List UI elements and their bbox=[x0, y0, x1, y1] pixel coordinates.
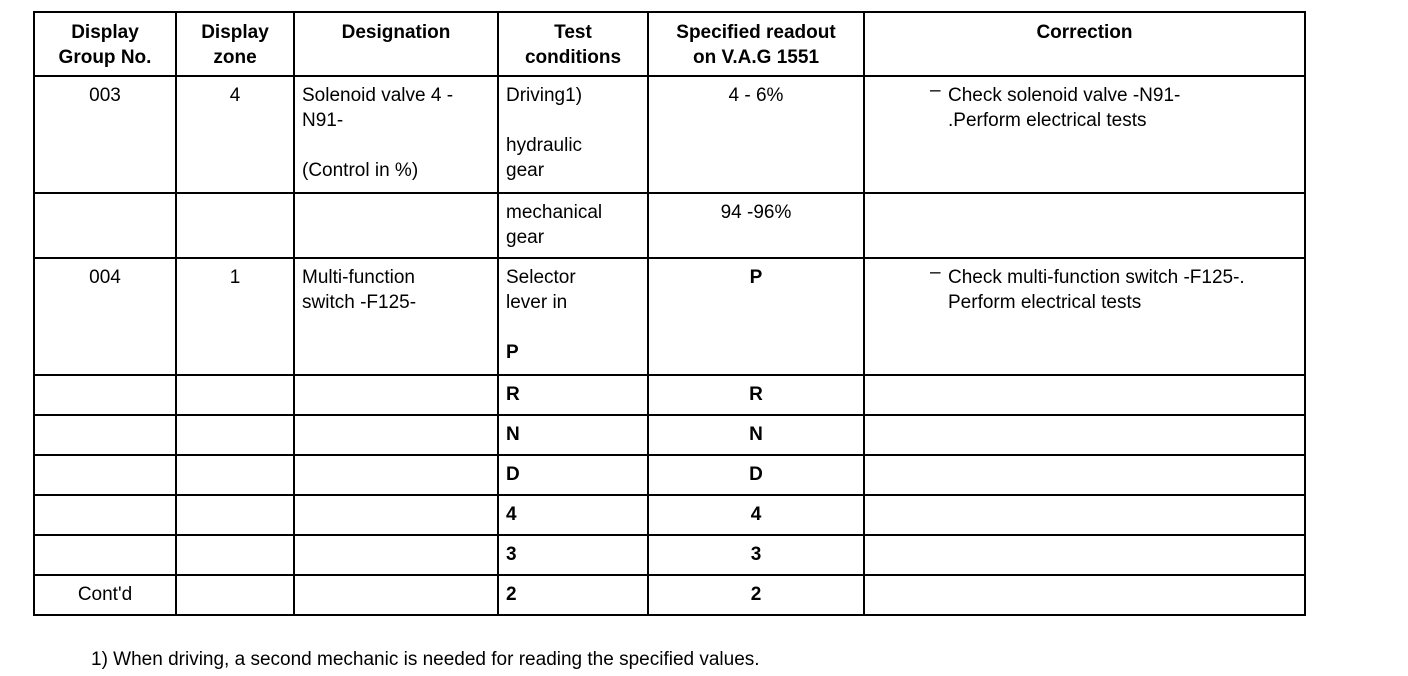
cell-group bbox=[34, 495, 176, 535]
cell-zone bbox=[176, 575, 294, 615]
cell-group bbox=[34, 415, 176, 455]
cell-zone bbox=[176, 193, 294, 258]
table-row-004 bbox=[34, 258, 1305, 375]
table-row-003-mechanical bbox=[34, 193, 1305, 258]
cell-test-conditions bbox=[498, 76, 648, 193]
cell-readout: R bbox=[648, 375, 864, 415]
correction-line: Check solenoid valve -N91- bbox=[948, 85, 1181, 106]
header-group bbox=[34, 12, 176, 76]
cell-designation bbox=[294, 455, 498, 495]
header-test-conditions bbox=[498, 12, 648, 76]
footnote: 1) When driving, a second mechanic is needed for reading the specified values. bbox=[91, 649, 760, 670]
test-line: Selector bbox=[506, 267, 576, 288]
designation-line: Multi-function bbox=[302, 267, 415, 288]
cell-designation bbox=[294, 76, 498, 193]
cell-zone bbox=[176, 375, 294, 415]
table-row-position bbox=[34, 535, 1305, 575]
test-line: Driving1) bbox=[506, 85, 583, 106]
cell-correction bbox=[864, 535, 1305, 575]
correction-line: Perform electrical tests bbox=[948, 292, 1142, 313]
cell-designation bbox=[294, 575, 498, 615]
test-line: lever in bbox=[506, 292, 568, 313]
cell-test-conditions bbox=[498, 193, 648, 258]
display-group-table bbox=[33, 11, 1306, 616]
correction-line: Check multi-function switch -F125-. bbox=[948, 267, 1245, 288]
cell-designation bbox=[294, 415, 498, 455]
cell-test-conditions: D bbox=[498, 455, 648, 495]
header-zone-line2: zone bbox=[213, 47, 257, 68]
cell-designation bbox=[294, 375, 498, 415]
header-row bbox=[34, 12, 1305, 76]
cell-zone: 1 bbox=[176, 258, 294, 375]
cell-zone bbox=[176, 535, 294, 575]
cell-test-conditions: R bbox=[498, 375, 648, 415]
cell-correction-split bbox=[864, 193, 1305, 258]
cell-designation bbox=[294, 258, 498, 375]
dash-bullet: – bbox=[930, 262, 941, 283]
cell-readout: 3 bbox=[648, 535, 864, 575]
cell-readout: N bbox=[648, 415, 864, 455]
cell-designation bbox=[294, 495, 498, 535]
cell-group bbox=[34, 375, 176, 415]
header-group-line2: Group No. bbox=[58, 47, 152, 68]
header-correction: Correction bbox=[864, 12, 1305, 76]
header-group-line1: Display bbox=[71, 22, 139, 43]
cell-readout: 4 - 6% bbox=[648, 76, 864, 193]
cell-group bbox=[34, 535, 176, 575]
cell-zone bbox=[176, 455, 294, 495]
cell-test-conditions: 3 bbox=[498, 535, 648, 575]
cell-zone bbox=[176, 415, 294, 455]
cell-group bbox=[34, 193, 176, 258]
cell-readout: P bbox=[648, 258, 864, 375]
test-line: gear bbox=[506, 227, 545, 248]
cell-group: 004 bbox=[34, 258, 176, 375]
table-row-contd bbox=[34, 575, 1305, 615]
cell-correction bbox=[864, 575, 1305, 615]
designation-line: N91- bbox=[302, 110, 344, 131]
cell-readout: 94 -96% bbox=[648, 193, 864, 258]
cell-correction bbox=[864, 258, 1305, 375]
cell-correction bbox=[864, 455, 1305, 495]
cell-test-conditions bbox=[498, 258, 648, 375]
cell-test-conditions: 2 bbox=[498, 575, 648, 615]
table-row-position bbox=[34, 495, 1305, 535]
header-zone-line1: Display bbox=[201, 22, 269, 43]
table-row-position bbox=[34, 415, 1305, 455]
cell-group: 003 bbox=[34, 76, 176, 193]
correction-line: .Perform electrical tests bbox=[948, 110, 1147, 131]
header-designation: Designation bbox=[294, 12, 498, 76]
test-line: mechanical bbox=[506, 202, 603, 223]
table-row-003 bbox=[34, 76, 1305, 193]
cell-readout: 4 bbox=[648, 495, 864, 535]
header-test-line1: Test bbox=[554, 22, 592, 43]
cell-correction bbox=[864, 415, 1305, 455]
cell-group bbox=[34, 455, 176, 495]
header-readout-line2: on V.A.G 1551 bbox=[692, 47, 820, 68]
cell-designation bbox=[294, 535, 498, 575]
header-zone bbox=[176, 12, 294, 76]
designation-line: switch -F125- bbox=[302, 292, 417, 313]
test-line: gear bbox=[506, 160, 545, 181]
cell-correction bbox=[864, 495, 1305, 535]
cell-correction bbox=[864, 76, 1305, 193]
designation-line: (Control in %) bbox=[302, 160, 419, 181]
table-row-position bbox=[34, 455, 1305, 495]
cell-test-conditions: 4 bbox=[498, 495, 648, 535]
cell-readout: 2 bbox=[648, 575, 864, 615]
cell-zone bbox=[176, 495, 294, 535]
cell-readout: D bbox=[648, 455, 864, 495]
cell-test-conditions: N bbox=[498, 415, 648, 455]
dash-bullet: – bbox=[930, 80, 941, 101]
header-readout bbox=[648, 12, 864, 76]
cell-designation bbox=[294, 193, 498, 258]
cell-group: Cont'd bbox=[34, 575, 176, 615]
cell-correction bbox=[864, 375, 1305, 415]
designation-line: Solenoid valve 4 - bbox=[302, 85, 454, 106]
header-test-line2: conditions bbox=[524, 47, 622, 68]
header-readout-line1: Specified readout bbox=[676, 22, 836, 43]
cell-zone: 4 bbox=[176, 76, 294, 193]
test-line: hydraulic bbox=[506, 135, 583, 156]
test-line: P bbox=[506, 342, 519, 363]
table-row-position bbox=[34, 375, 1305, 415]
